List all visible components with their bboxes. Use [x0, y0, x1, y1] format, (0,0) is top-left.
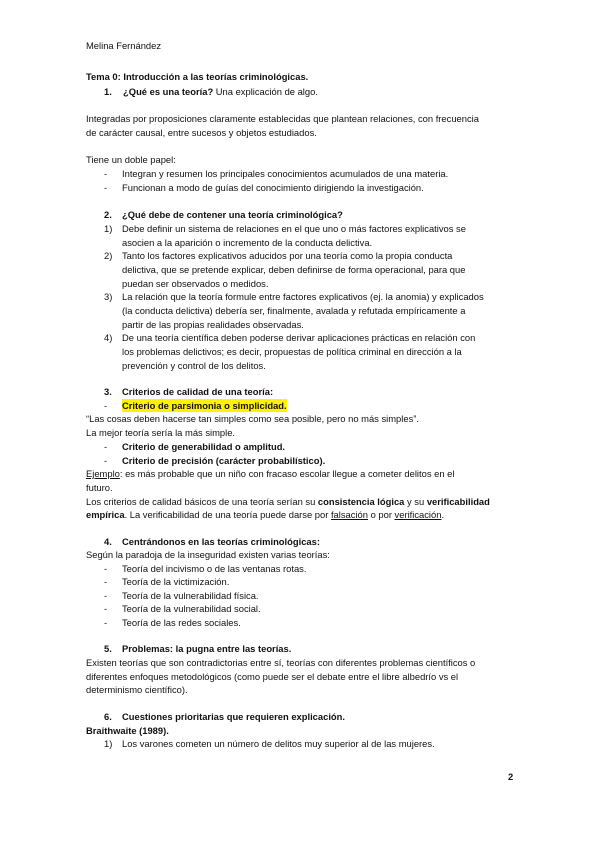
- list-line: Tanto los factores explicativos aducidos por una teoría como la propia conducta: [122, 250, 453, 261]
- section-3-title: Criterios de calidad de una teoría:: [122, 386, 274, 397]
- quote-text: “Las cosas deben hacerse tan simples como sea posible, pero no más simples”.: [86, 413, 419, 424]
- criterios-text: y su: [404, 496, 427, 507]
- ejemplo-text: : es más probable que un niño con fracaso escolar llegue a cometer delitos en el: [119, 468, 455, 479]
- list-number: 4): [104, 332, 113, 343]
- ejemplo-label: Ejemplo: [86, 468, 120, 479]
- section-1-heading: [104, 85, 318, 98]
- section-number: 4.: [104, 536, 112, 547]
- section-number: 1.: [104, 86, 112, 97]
- falsacion: falsación: [330, 509, 368, 520]
- bullet-item: Teoría de la victimización.: [122, 576, 230, 587]
- author-name: Melina Fernández: [86, 40, 162, 51]
- criterios-line-1: [86, 495, 490, 508]
- criterios-line-2: [86, 508, 444, 521]
- list-number: 1): [104, 223, 113, 234]
- bullet-dash: -: [104, 603, 108, 614]
- page-number: 2: [508, 771, 514, 782]
- criterios-text: .: [441, 509, 445, 520]
- bullet-dash: -: [104, 576, 108, 587]
- paragraph-line: determinismo científico).: [86, 684, 188, 695]
- paradoja-text: Según la paradoja de la inseguridad existen varias teorías:: [86, 549, 330, 560]
- verificabilidad: verificabilidad: [426, 496, 490, 507]
- bullet-item: Teoría de la vulnerabilidad física.: [122, 590, 259, 601]
- bullet-dash: -: [104, 182, 108, 193]
- bullet-item: Teoría del incivismo o de las ventanas rotas.: [122, 563, 307, 574]
- list-number: 1): [104, 738, 113, 749]
- empirica: empírica: [86, 509, 125, 520]
- criterios-text: o por: [367, 509, 395, 520]
- verificacion: verificación: [394, 509, 442, 520]
- list-line: (la conducta delictiva) debería ser, finalmente, avalada y refutada empíricamente a: [122, 305, 466, 316]
- bullet-dash: -: [104, 168, 108, 179]
- bullet-item: Teoría de la vulnerabilidad social.: [122, 603, 261, 614]
- paragraph-line: Existen teorías que son contradictorias entre sí, teorías con diferentes problemas científicos o: [86, 657, 476, 668]
- mejor-teoria-text: La mejor teoría sería la más simple.: [86, 427, 236, 438]
- list-number: 3): [104, 291, 113, 302]
- section-6-title: Cuestiones prioritarias que requieren explicación.: [122, 711, 345, 722]
- bullet-item: Funcionan a modo de guías del conocimiento dirigiendo la investigación.: [122, 182, 424, 193]
- section-number: 6.: [104, 711, 112, 722]
- section-number: 5.: [104, 643, 112, 654]
- section-number: 3.: [104, 386, 112, 397]
- consistencia-logica: consistencia lógica: [317, 496, 405, 507]
- section-4-title: Centrándonos en las teorías criminológicas:: [122, 536, 320, 547]
- list-line: La relación que la teoría formule entre factores explicativos (ej. la anomia) y explicados: [122, 291, 484, 302]
- bullet-item: Integran y resumen los principales conocimientos acumulados de una materia.: [122, 168, 449, 179]
- section-2-title: ¿Qué debe de contener una teoría criminológica?: [122, 209, 343, 220]
- section-5-title: Problemas: la pugna entre las teorías.: [122, 643, 292, 654]
- doble-papel-text: Tiene un doble papel:: [86, 154, 176, 165]
- section-1-answer: Una explicación de algo.: [213, 86, 318, 97]
- list-line: puedan ser observados o medidos.: [122, 278, 269, 289]
- criterio-generalidad: Criterio de generabilidad o amplitud.: [122, 441, 286, 452]
- bullet-dash: -: [104, 441, 108, 452]
- bullet-dash: -: [104, 563, 108, 574]
- list-line: partir de las propias realidades observadas.: [122, 319, 304, 330]
- list-line: De una teoría científica deben poderse derivar aplicaciones prácticas en relación con: [122, 332, 476, 343]
- bullet-dash: -: [104, 590, 108, 601]
- paragraph-line: diferentes enfoques metodológicos (como puede ser el debate entre el libre albedrío vs el: [86, 671, 459, 682]
- topic-title: Tema 0: Introducción a las teorías criminológicas.: [86, 71, 309, 82]
- paragraph-line: de carácter causal, entre sucesos y objetos estudiados.: [86, 127, 317, 138]
- criterios-text: Los criterios de calidad básicos de una teoría serían su: [86, 496, 318, 507]
- ejemplo-line-2: futuro.: [86, 482, 113, 493]
- list-line: asocien a la aparición o incremento de la conducta delictiva.: [122, 237, 373, 248]
- list-line: delictiva, que se pretende explicar, deben definirse de forma operacional, para que: [122, 264, 466, 275]
- list-line: Los varones cometen un número de delitos muy superior al de las mujeres.: [122, 738, 435, 749]
- list-line: prevención y control de los delitos.: [122, 360, 266, 371]
- bullet-dash: -: [104, 455, 108, 466]
- paragraph-line: Integradas por proposiciones claramente establecidas que plantean relaciones, con frecuencia: [86, 113, 479, 124]
- ejemplo-line: [86, 467, 454, 480]
- criterio-parsimonia: Criterio de parsimonia o simplicidad.: [122, 400, 287, 411]
- bullet-dash: -: [104, 617, 108, 628]
- bullet-item: Teoría de las redes sociales.: [122, 617, 241, 628]
- criterios-text: . La verificabilidad de una teoría puede darse por: [124, 509, 331, 520]
- criterio-precision: Criterio de precisión (carácter probabilístico).: [122, 455, 326, 466]
- bullet-dash: -: [104, 400, 108, 411]
- list-line: Debe definir un sistema de relaciones en el que uno o más factores explicativos se: [122, 223, 466, 234]
- braithwaite-ref: Braithwaite (1989).: [86, 725, 169, 736]
- section-number: 2.: [104, 209, 112, 220]
- section-1-question: ¿Qué es una teoría?: [123, 86, 214, 97]
- list-number: 2): [104, 250, 113, 261]
- list-line: los problemas delictivos; es decir, propuestas de política criminal en dirección a la: [122, 346, 462, 357]
